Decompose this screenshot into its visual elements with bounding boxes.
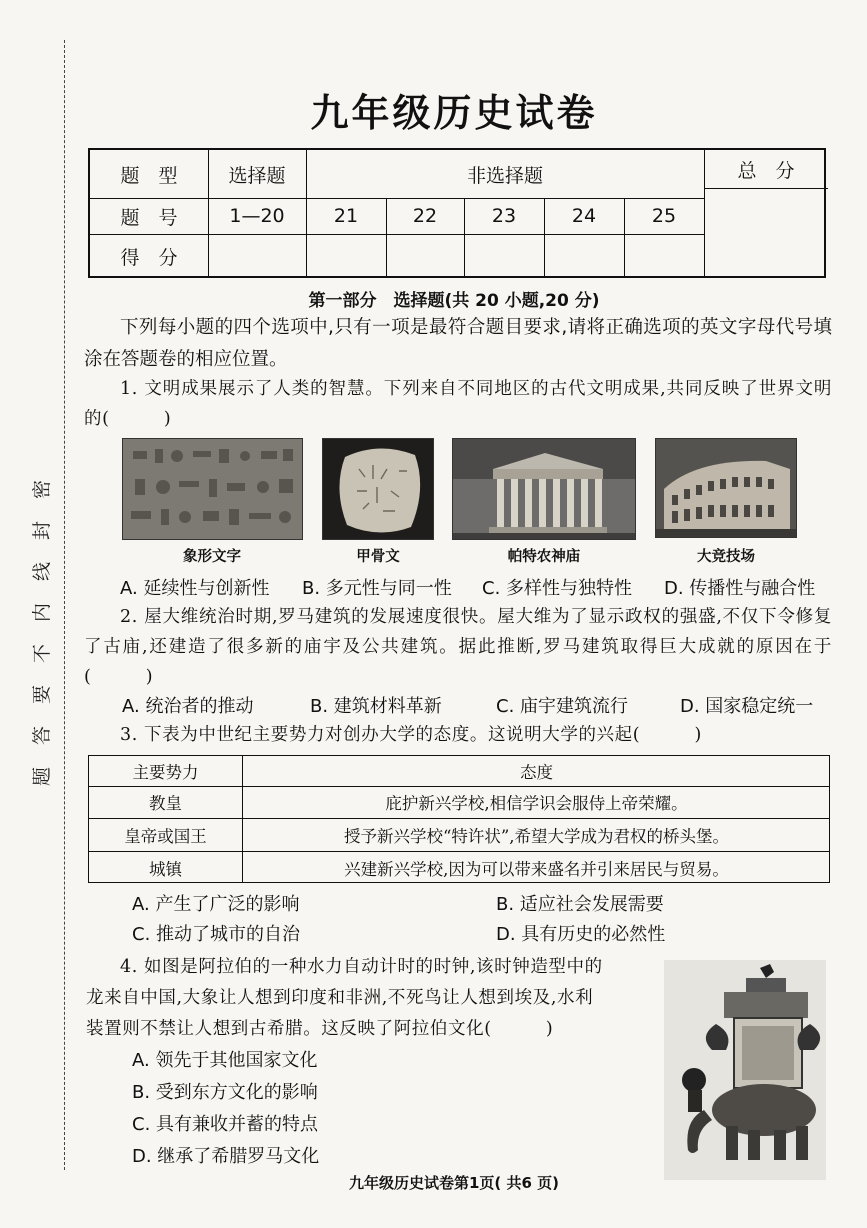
total-header: 总 分 <box>737 159 795 182</box>
question-1-stem: 1. 文明成果展示了人类的智慧。下列来自不同地区的古代文明成果,共同反映了世界文明的( ) <box>84 379 832 429</box>
q3-option-a[interactable]: A. 产生了广泛的影响 <box>132 894 300 915</box>
q3-option-b[interactable]: B. 适应社会发展需要 <box>496 894 664 915</box>
q2-option-c[interactable]: C. 庙宇建筑流行 <box>496 696 629 717</box>
q2-option-b[interactable]: B. 建筑材料革新 <box>310 696 442 717</box>
q2-option-a[interactable]: A. 统治者的推动 <box>122 696 254 717</box>
table-row-attitude: 庇护新兴学校,相信学识会服侍上帝荣耀。 <box>385 794 688 813</box>
question-number: 21 <box>333 205 359 227</box>
nonchoice-header: 非选择题 <box>466 164 543 187</box>
question-4-stem-line: 龙来自中国,大象让人想到印度和非洲,不死鸟让人想到埃及,水利 <box>86 988 594 1008</box>
table-row-power: 皇帝或国王 <box>124 826 207 846</box>
caption-colosseum: 大竞技场 <box>697 548 755 565</box>
question-2-stem: 2. 屋大维统治时期,罗马建筑的发展速度很快。屋大维为了显示政权的强盛,不仅下令修复了古庙,还建造了很多新的庙宇及公共建筑。据此推断,罗马建筑取得巨大成就的原因在于( ) <box>84 607 832 687</box>
q2-option-d[interactable]: D. 国家稳定统一 <box>680 696 814 717</box>
score-table <box>88 148 826 278</box>
q1-option-b[interactable]: B. 多元性与同一性 <box>302 578 452 599</box>
exam-title: 九年级历史试卷 <box>310 90 598 135</box>
q4-option-d[interactable]: D. 继承了希腊罗马文化 <box>132 1146 320 1167</box>
table-header-power: 主要势力 <box>132 763 199 782</box>
question-number: 24 <box>571 205 597 227</box>
q3-option-c[interactable]: C. 推动了城市的自治 <box>132 924 301 945</box>
q1-option-d[interactable]: D. 传播性与融合性 <box>664 578 816 599</box>
question-number: 23 <box>491 205 517 227</box>
row-label-number: 题 号 <box>120 206 178 229</box>
q4-option-b[interactable]: B. 受到东方文化的影响 <box>132 1082 318 1103</box>
q1-option-a[interactable]: A. 延续性与创新性 <box>120 578 270 599</box>
table-row-attitude: 授予新兴学校“特许状”,希望大学成为君权的桥头堡。 <box>343 826 730 846</box>
hieroglyph-image <box>122 438 303 540</box>
q4-option-a[interactable]: A. 领先于其他国家文化 <box>132 1050 318 1071</box>
choice-header: 选择题 <box>228 164 286 187</box>
row-label-score: 得 分 <box>120 246 178 269</box>
table-row-power: 城镇 <box>149 859 182 879</box>
instructions: 下列每小题的四个选项中,只有一项是最符合题目要求,请将正确选项的英文字母代号填涂在答题卷的相应位置。 <box>84 317 832 370</box>
section-title: 第一部分 选择题(共 20 小题,20 分) <box>308 291 600 311</box>
caption-hieroglyph: 象形文字 <box>183 548 241 565</box>
question-4-stem-line: 4. 如图是阿拉伯的一种水力自动计时的时钟,该时钟造型中的 <box>120 957 603 977</box>
q1-option-c[interactable]: C. 多样性与独特性 <box>482 578 633 599</box>
page-footer: 九年级历史试卷第1页( 共6 页) <box>348 1174 560 1192</box>
caption-parthenon: 帕特农神庙 <box>507 548 581 565</box>
elephant-clock-image <box>664 960 826 1180</box>
oracle-bone-image <box>322 438 434 540</box>
binding-line <box>64 40 65 1170</box>
table-header-attitude: 态度 <box>520 763 553 782</box>
parthenon-image <box>452 438 636 540</box>
question-number: 25 <box>651 205 677 227</box>
attitude-table <box>88 755 830 883</box>
question-number: 22 <box>412 205 438 227</box>
table-row-power: 教皇 <box>149 794 182 813</box>
caption-oracle-bone: 甲骨文 <box>356 548 400 565</box>
row-label-type: 题 型 <box>120 164 178 187</box>
q4-option-c[interactable]: C. 具有兼收并蓄的特点 <box>132 1114 319 1135</box>
choice-range: 1—20 <box>229 205 285 227</box>
colosseum-image <box>655 438 797 538</box>
q3-option-d[interactable]: D. 具有历史的必然性 <box>496 924 666 945</box>
table-row-attitude: 兴建新兴学校,因为可以带来盛名并引来居民与贸易。 <box>344 859 729 879</box>
question-3-stem: 3. 下表为中世纪主要势力对创办大学的态度。这说明大学的兴起( ) <box>120 725 702 745</box>
seal-warning: 密 封 线 内 不 要 答 题 <box>31 479 54 787</box>
question-4-stem-line: 装置则不禁让人想到古希腊。这反映了阿拉伯文化( ) <box>86 1019 554 1039</box>
